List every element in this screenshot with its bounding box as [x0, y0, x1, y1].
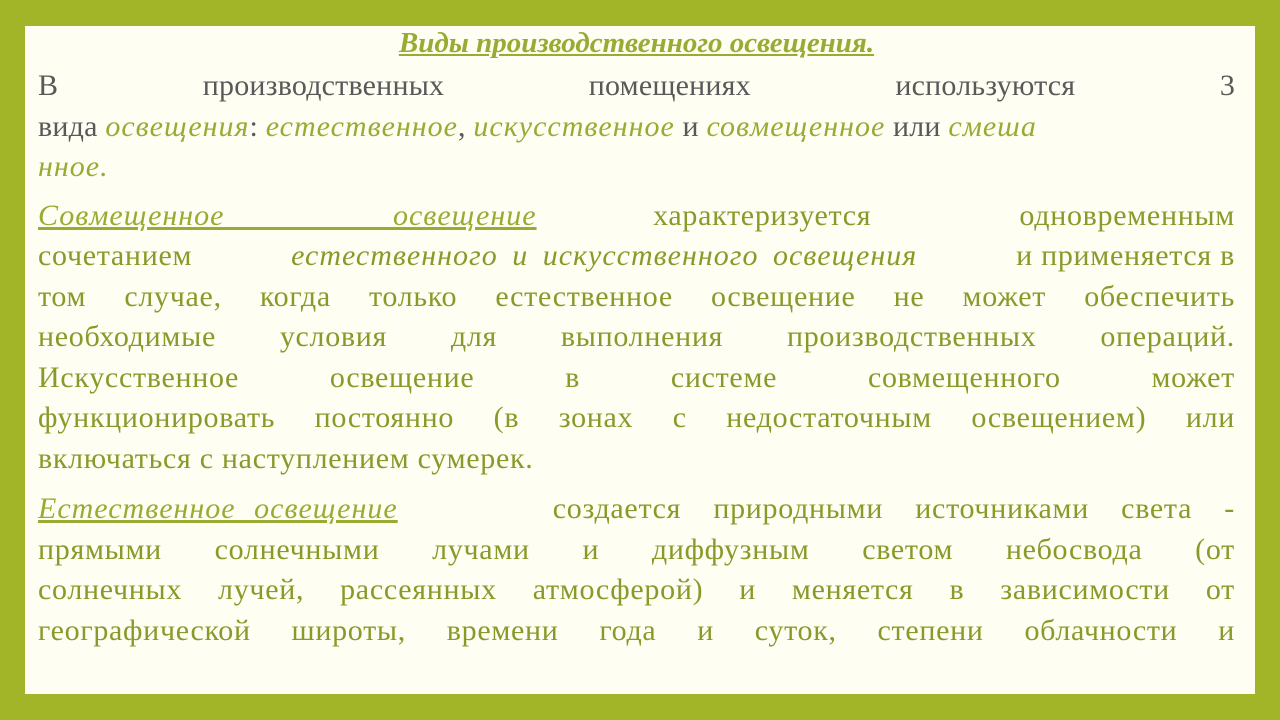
p1-italic-term: освещения [105, 109, 250, 143]
p3-text: создается природными источниками света - [552, 492, 1235, 525]
p3-line-4: географической широты, времени года и суток, степени облачности и [38, 613, 1235, 647]
paragraph-lighting-types [38, 66, 1235, 188]
p1-text: вида [38, 109, 106, 143]
paragraph-combined-lighting [38, 196, 1235, 480]
p1-word: производственных [202, 69, 445, 102]
p2-line-1 [38, 196, 1235, 237]
p1-text: и [674, 109, 707, 143]
slide-title: Виды производственного освещения. [398, 27, 875, 59]
p1-word: 3 [1219, 69, 1236, 102]
slide-content [38, 26, 1235, 651]
p1-text: или [885, 109, 949, 143]
p2-line-7: включаться с наступлением сумерек. [38, 441, 534, 475]
p3-line-1 [38, 489, 1235, 530]
combined-lighting-term: Совмещенное освещение [38, 198, 537, 232]
p1-italic-term: совмещенное [706, 109, 886, 143]
p1-word: помещениях [588, 69, 751, 102]
p1-word: В [38, 69, 59, 102]
slide-frame [25, 26, 1255, 694]
p1-line-3 [38, 147, 1235, 188]
p2-line-5: Искусственное освещение в системе совмещенного может [38, 360, 1235, 394]
p1-line-1 [38, 66, 1235, 107]
p1-text: . [100, 150, 109, 183]
p2-italic-term: естественного и искусственного освещения [291, 239, 918, 272]
p1-italic-term: смеша [948, 109, 1037, 143]
p2-text: сочетанием [38, 239, 193, 272]
p1-italic-term: нное [38, 150, 101, 183]
p1-text: , [458, 109, 474, 143]
p1-word: используются [895, 69, 1076, 102]
p1-line-2 [38, 107, 1235, 148]
p1-italic-term: естественное [265, 109, 458, 143]
p2-text: характеризуется одновременным [653, 198, 1235, 232]
p1-italic-term: искусственное [473, 109, 675, 143]
paragraph-natural-lighting [38, 489, 1235, 651]
p1-text: : [249, 109, 266, 143]
p2-line-4: необходимые условия для выполнения производственных операций. [38, 320, 1235, 353]
p2-line-6: функционировать постоянно (в зонах с недостаточным освещением) или [38, 401, 1235, 434]
p3-line-3: солнечных лучей, рассеянных атмосферой) и меняется в зависимости от [38, 573, 1235, 606]
p2-line-3: том случае, когда только естественное освещение не может обеспечить [38, 279, 1235, 313]
p2-text: и применяется в [1016, 239, 1235, 272]
p3-line-2: прямыми солнечными лучами и диффузным светом небосвода (от [38, 532, 1235, 566]
p2-line-2 [38, 236, 1235, 277]
natural-lighting-term: Естественное освещение [38, 492, 398, 525]
